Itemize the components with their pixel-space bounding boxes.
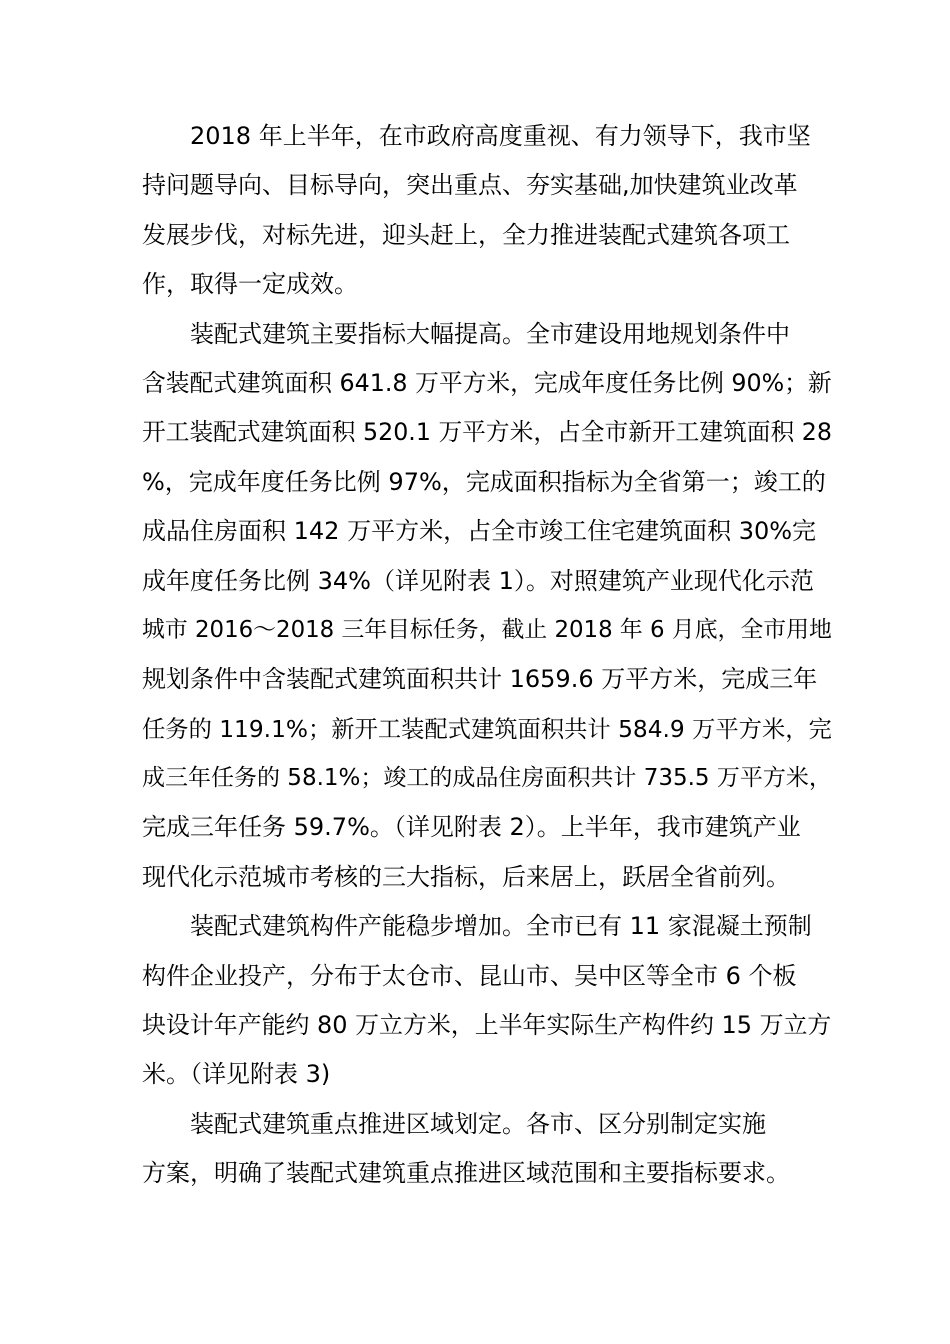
- paragraph-3: [142, 902, 832, 1100]
- text-line: 现代化示范城市考核的三大指标，后来居上，跃居全省前列。: [142, 862, 790, 891]
- text-line: 装配式建筑重点推进区域划定。各市、区分别制定实施: [190, 1109, 766, 1138]
- text-line: 开工装配式建筑面积 520.1 万平方米，占全市新开工建筑面积 28: [142, 418, 832, 447]
- text-line: %，完成年度任务比例 97%，完成面积指标为全省第一；竣工的: [142, 467, 826, 496]
- text-line: 成三年任务的 58.1%；竣工的成品住房面积共计 735.5 万平方米，: [142, 765, 832, 792]
- text-line: 完成三年任务 59.7%。（详见附表 2）。上半年，我市建筑产业: [142, 813, 801, 842]
- text-line: 装配式建筑主要指标大幅提高。全市建设用地规划条件中: [190, 319, 790, 348]
- text-line: 构件企业投产，分布于太仓市、昆山市、吴中区等全市 6 个板: [142, 961, 797, 990]
- text-line: 块设计年产能约 80 万立方米，上半年实际生产构件约 15 万立方: [142, 1011, 832, 1040]
- text-line: 持问题导向、目标导向，突出重点、夯实基础,加快建筑业改革: [142, 171, 798, 200]
- text-line: 成品住房面积 142 万平方米，占全市竣工住宅建筑面积 30%完: [142, 517, 817, 546]
- text-line: 作，取得一定成效。: [142, 270, 358, 299]
- text-line: 装配式建筑构件产能稳步增加。全市已有 11 家混凝土预制: [190, 912, 812, 941]
- paragraph-1: [142, 112, 832, 310]
- text-line: 2018 年上半年，在市政府高度重视、有力领导下，我市坚: [190, 122, 811, 150]
- text-line: 规划条件中含装配式建筑面积共计 1659.6 万平方米，完成三年: [142, 665, 818, 694]
- text-line: 含装配式建筑面积 641.8 万平方米，完成年度任务比例 90%；新: [142, 368, 832, 397]
- text-line: 方案，明确了装配式建筑重点推进区域范围和主要指标要求。: [142, 1159, 790, 1188]
- paragraph-2: [142, 310, 832, 903]
- document-body: [142, 112, 832, 1199]
- text-line: 发展步伐，对标先进，迎头赶上，全力推进装配式建筑各项工: [142, 220, 790, 249]
- text-line: 米。（详见附表 3): [142, 1060, 331, 1089]
- text-line: 任务的 119.1%；新开工装配式建筑面积共计 584.9 万平方米，完: [142, 715, 832, 743]
- paragraph-4: [142, 1100, 832, 1199]
- text-line: 城市 2016〜2018 三年目标任务，截止 2018 年 6 月底，全市用地: [142, 616, 832, 643]
- text-line: 成年度任务比例 34%（详见附表 1）。对照建筑产业现代化示范: [142, 566, 814, 595]
